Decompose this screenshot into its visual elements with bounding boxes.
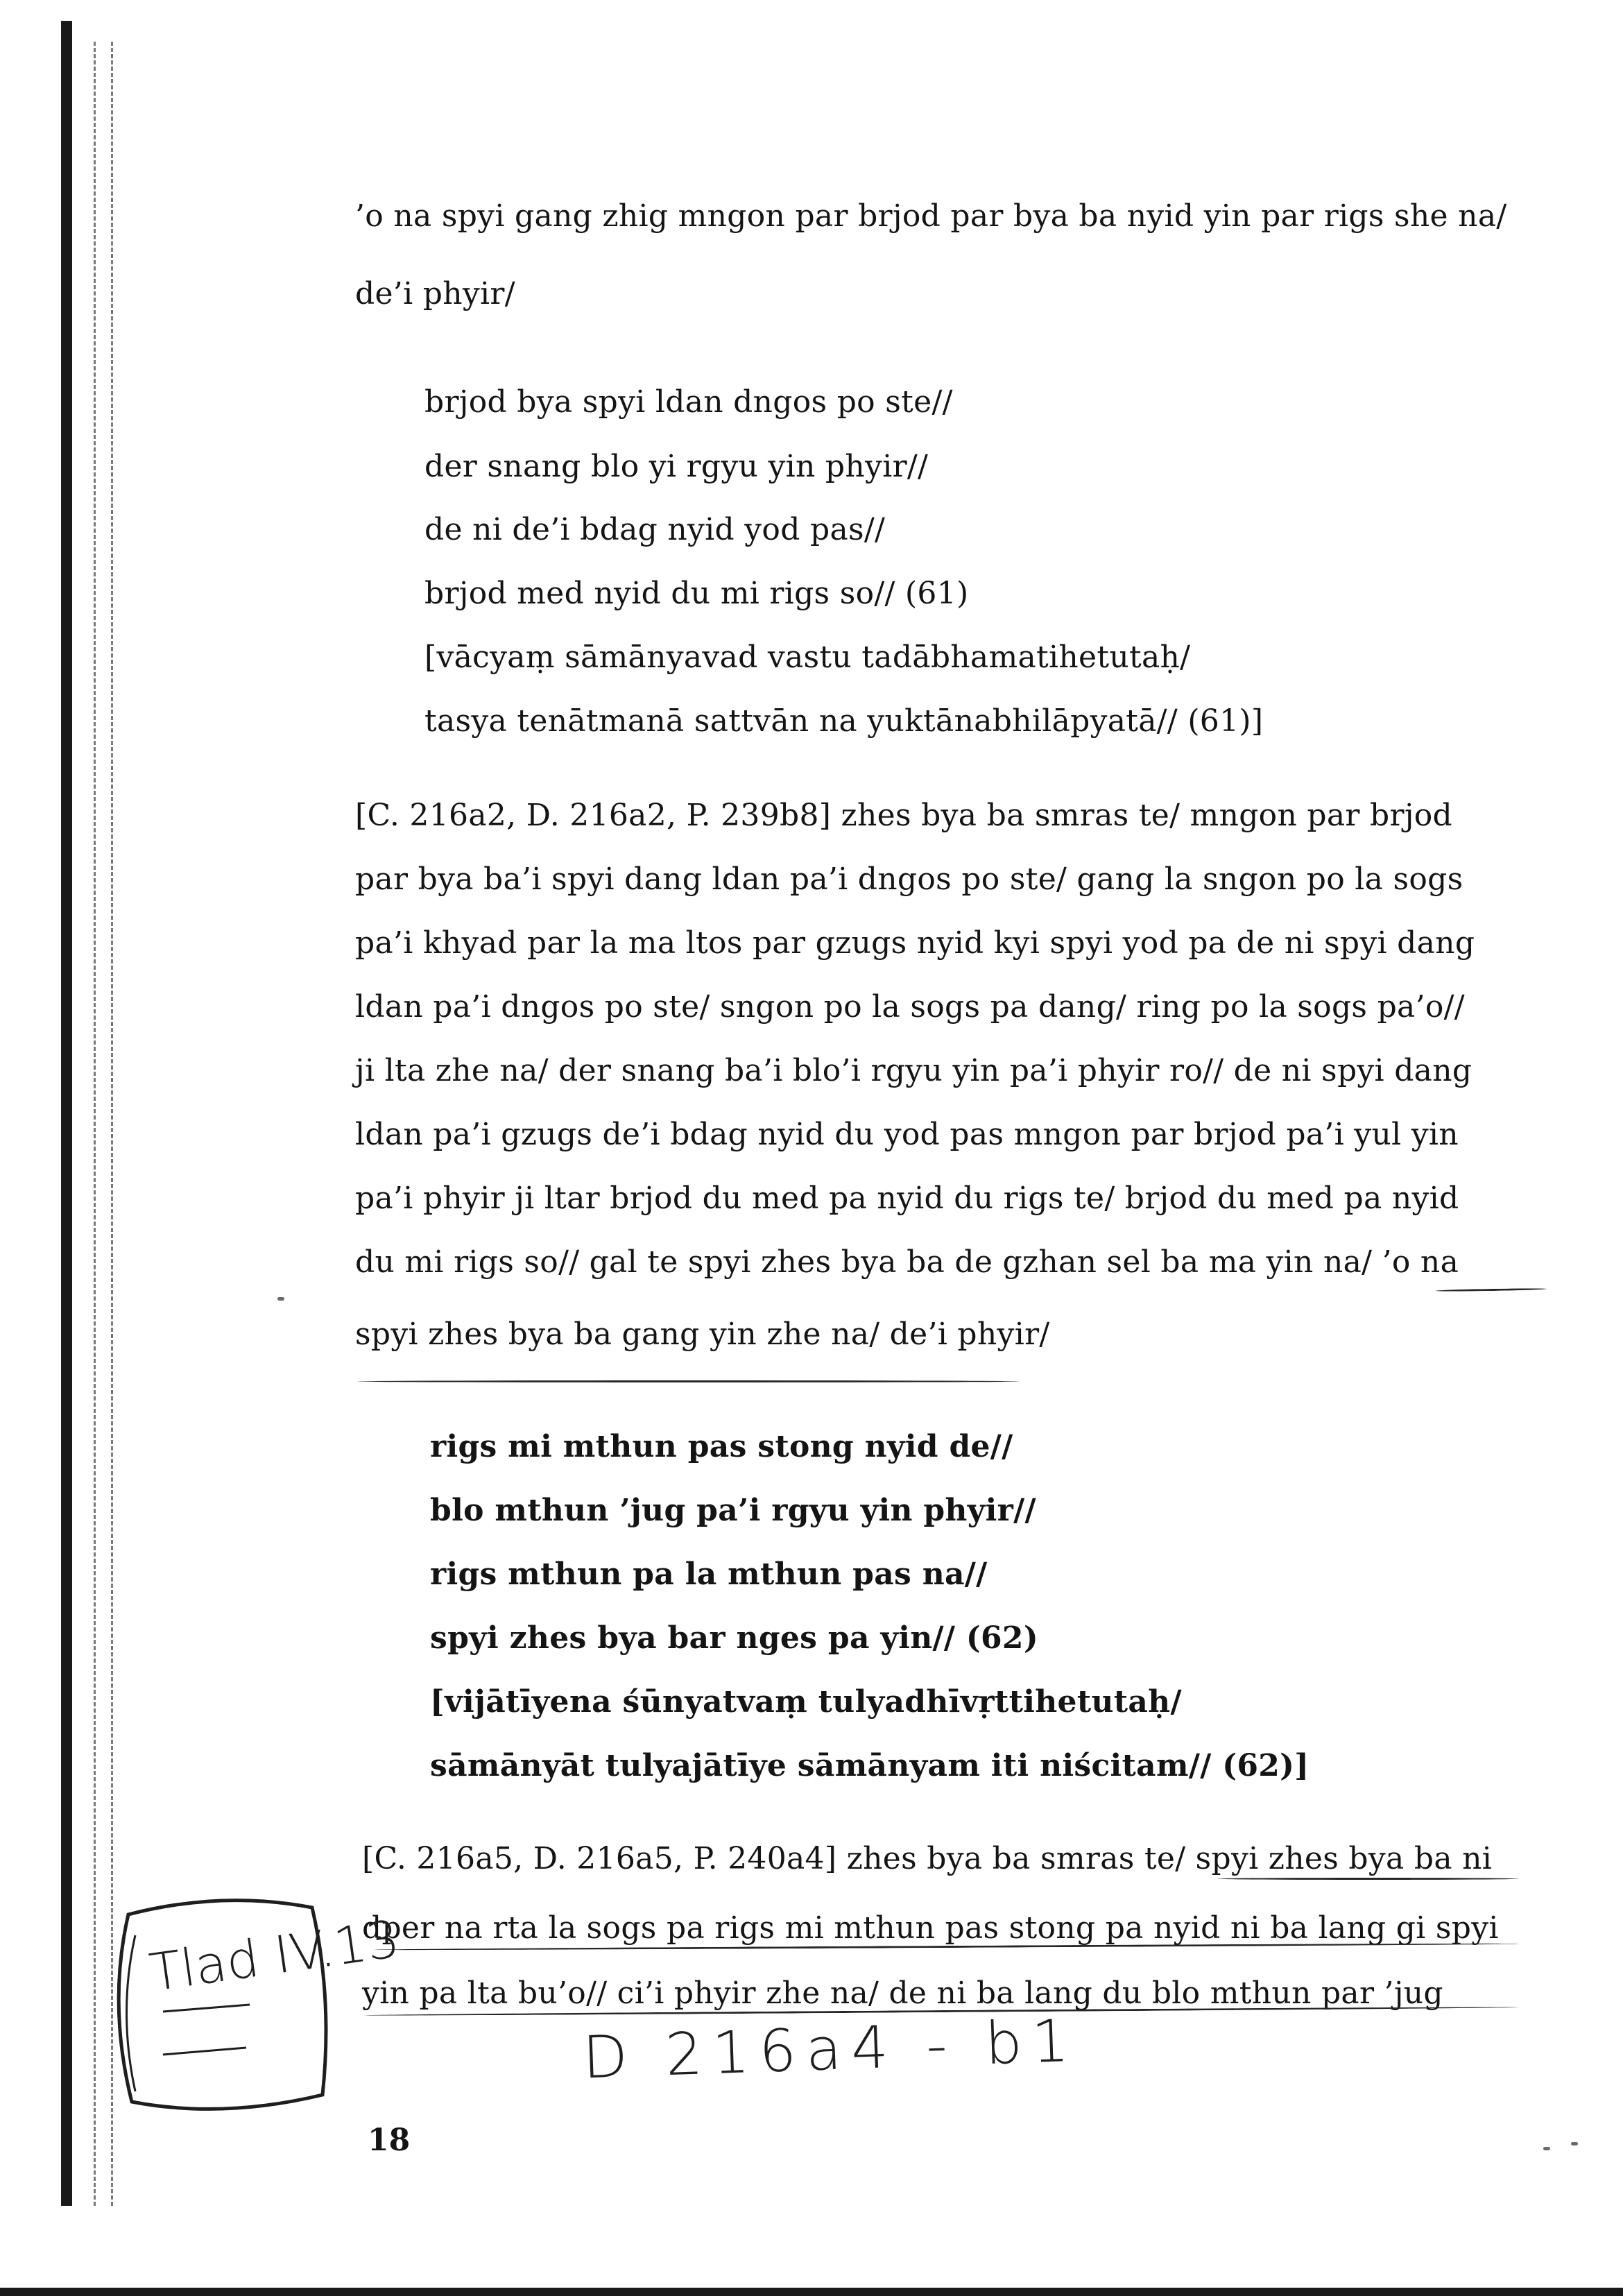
text-line: par bya ba’i spyi dang ldan pa’i dngos po ste/ gang la sngon po la sogs [355, 862, 1463, 897]
scan-speck [277, 1297, 284, 1301]
verse-line: blo mthun ’jug pa’i rgyu yin phyir// [430, 1493, 1036, 1528]
verse-line: [vācyaṃ sāmānyavad vastu tadābhamatihetutaḥ/ [424, 640, 1191, 675]
text-line: ldan pa’i gzugs de’i bdag nyid du yod pas mngon par brjod pa’i yul yin [355, 1117, 1459, 1152]
text-line: dper na rta la sogs pa rigs mi mthun pas stong pa nyid ni ba lang gi spyi [362, 1910, 1499, 1946]
page-number: 18 [368, 2123, 411, 2158]
verse-line: tasya tenātmanā sattvān na yuktānabhilāpyatā// (61)] [424, 703, 1264, 739]
stamp-box-icon [104, 1894, 404, 2116]
handwritten-page-reference: D 216a4 - b1 [581, 2006, 1080, 2092]
text-line: pa’i phyir ji ltar brjod du med pa nyid du rigs te/ brjod du med pa nyid [355, 1181, 1459, 1216]
stamp-label: Tlad IV.13 [146, 1909, 404, 2003]
binding-edge-shadow [61, 21, 72, 2206]
text-line: [C. 216a2, D. 216a2, P. 239b8] zhes bya ba smras te/ mngon par brjod [355, 798, 1453, 833]
handwritten-stamp [104, 1894, 404, 2116]
scan-edge-dashes [94, 42, 96, 2206]
text-line: de’i phyir/ [355, 276, 515, 311]
verse-line: rigs mthun pa la mthun pas na// [430, 1557, 988, 1592]
verse-line: der snang blo yi rgyu yin phyir// [424, 449, 929, 484]
scan-speck [1571, 2142, 1578, 2145]
text-line: [C. 216a5, D. 216a5, P. 240a4] zhes bya ba smras te/ spyi zhes bya ba ni [362, 1841, 1493, 1876]
scan-edge-dashes [111, 42, 113, 2206]
verse-line: rigs mi mthun pas stong nyid de// [430, 1429, 1013, 1464]
bottom-rule [0, 2288, 1623, 2296]
text-line: ’o na spyi gang zhig mngon par brjod par bya ba nyid yin par rigs she na/ [355, 198, 1507, 234]
text-line: ji lta zhe na/ der snang ba’i blo’i rgyu yin pa’i phyir ro// de ni spyi dang [355, 1053, 1472, 1088]
verse-line: [vijātīyena śūnyatvaṃ tulyadhīvṛttihetutaḥ/ [430, 1684, 1182, 1720]
scan-speck [1543, 2147, 1550, 2150]
verse-line: sāmānyāt tulyajātīye sāmānyam iti niścitam// (62)] [430, 1748, 1309, 1783]
text-line: du mi rigs so// gal te spyi zhes bya ba de gzhan sel ba ma yin na/ ’o na [355, 1244, 1459, 1280]
text-line: yin pa lta bu’o// ci’i phyir zhe na/ de ni ba lang du blo mthun par ’jug [362, 1976, 1443, 2011]
pencil-underline [1436, 1288, 1547, 1292]
verse-line: de ni de’i bdag nyid yod pas// [424, 512, 886, 547]
pencil-underline [1217, 1878, 1519, 1880]
text-line: pa’i khyad par la ma ltos par gzugs nyid kyi spyi yod pa de ni spyi dang [355, 925, 1475, 961]
verse-line: brjod med nyid du mi rigs so// (61) [424, 576, 969, 611]
verse-line: spyi zhes bya bar nges pa yin// (62) [430, 1620, 1038, 1656]
text-line: ldan pa’i dngos po ste/ sngon po la sogs pa dang/ ring po la sogs pa’o// [355, 989, 1465, 1025]
verse-line: brjod bya spyi ldan dngos po ste// [424, 384, 953, 420]
pencil-underline [357, 1380, 1020, 1382]
text-line: spyi zhes bya ba gang yin zhe na/ de’i phyir/ [355, 1317, 1050, 1352]
